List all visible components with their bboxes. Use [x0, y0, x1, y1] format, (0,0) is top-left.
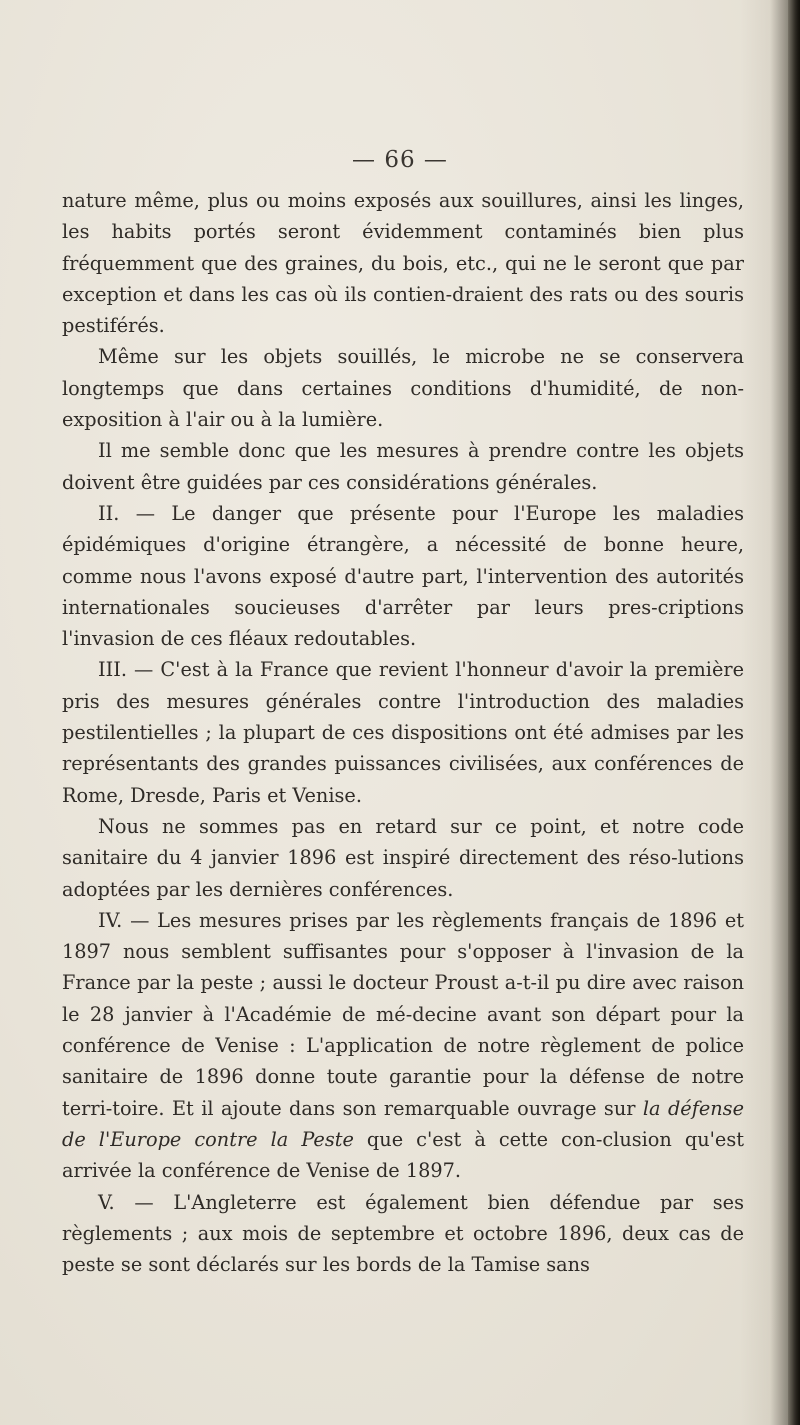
paragraph-section-ii: II. — Le danger que présente pour l'Europe les maladies épidémiques d'origine étrangère, a nécessité de bonne heure, comme nous l'avons exposé d'autre part, l'intervention des autorités internationales soucieuses d'arrêter par leurs pres-criptions l'invasion de ces fléaux redoutables. [62, 501, 744, 651]
paragraph-microbe-conservation: Même sur les objets souillés, le microbe ne se conservera longtemps que dans certaines conditions d'humidité, de non-exposition à l'air ou à la lumière. [62, 345, 744, 432]
page-edge-shadow [788, 0, 800, 1425]
section-iv-text-after: que c'est à cette con-clusion qu'est arrivée la conférence de Venise de 1897. [62, 1127, 744, 1183]
page-body-text [62, 185, 744, 1280]
paragraph-continuation: nature même, plus ou moins exposés aux souillures, ainsi les linges, les habits portés seront évidemment contaminés bien plus fréquemment que des graines, du bois, etc., qui ne le seront que par exception et dans les cas où ils contien-draient des rats ou des souris pestiférés. [62, 189, 744, 338]
paragraph-section-v: V. — L'Angleterre est également bien défendue par ses règlements ; aux mois de septembre et octobre 1896, deux cas de peste se sont déclarés sur les bords de la Tamise sans [62, 1190, 744, 1277]
paragraph-measures-objects: Il me semble donc que les mesures à prendre contre les objets doivent être guidées par ces considérations générales. [62, 439, 744, 494]
book-title-italic: la défense de l'Europe contre la Peste [62, 1096, 744, 1151]
paragraph-sanitary-code: Nous ne sommes pas en retard sur ce point, et notre code sanitaire du 4 janvier 1896 est inspiré directement des réso-lutions adoptées par les dernières conférences. [62, 814, 744, 901]
paragraph-section-iii: III. — C'est à la France que revient l'honneur d'avoir la première pris des mesures générales contre l'introduction des maladies pestilentielles ; la plupart de ces dispositions ont été admises par les représentants des grandes puissances civilisées, aux conférences de Rome, Dresde, Paris et Venise. [62, 658, 744, 807]
section-iv-text-before: IV. — Les mesures prises par les règlements français de 1896 et 1897 nous semblent suffisantes pour s'opposer à l'invasion de la France par la peste ; aussi le docteur Proust a-t-il pu dire avec raison le 28 janvier à l'Académie de mé-decine avant son départ pour la conférence de Venise : L'application de notre règlement de police sanitaire de 1896 donne toute garantie pour la défense de notre terri-toire. Et il ajoute dans son remarquable ouvrage sur [62, 908, 744, 1120]
page-number: — 66 — [352, 147, 448, 173]
paragraph-section-iv [62, 905, 744, 1187]
